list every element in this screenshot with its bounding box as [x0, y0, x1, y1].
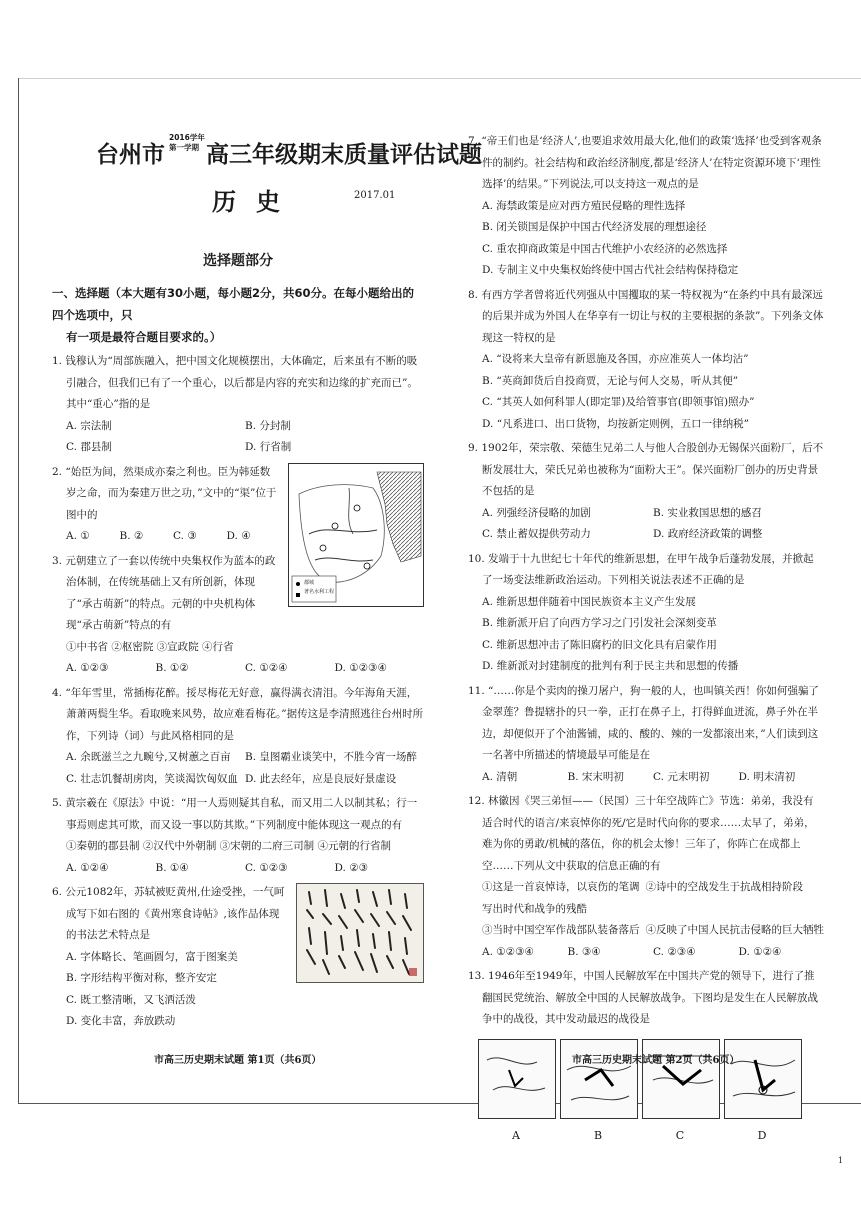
- question-2: [52, 462, 280, 548]
- title-year: [169, 133, 205, 153]
- option-c: C. 壮志饥餐胡虏肉，笑谈渴饮匈奴血: [66, 772, 238, 785]
- question-6: [52, 882, 288, 1033]
- option-d: D. ②③: [334, 861, 369, 874]
- question-stem: 12. 林徽因《哭三弟恒——（民国）三十年空战阵亡》节选：弟弟，我没有适合时代的语言/来哀悼你的死/它是时代向你的要求……太早了，弟弟，难为你的勇敢/机械的落伍，你的机会太惨！三年了，你阵亡在成都上空……下列从文中获取的信息正确的有: [468, 795, 815, 872]
- option-b: B. 皇图霸业谈笑中，不胜今宵一场醉: [245, 751, 417, 763]
- question-stem: 7. “帝王们也是‘经济人’,也要追求效用最大化,他们的政策‘选择’也受到客观条件的制约。社会结构和政治经济制度,都是‘经济人’在特定资源环境下‘理性选择’的结果。”下列说法,可以支持这一观点的是: [468, 135, 822, 190]
- sheet-top-border: [18, 78, 861, 79]
- question-stem: 10. 发端于十九世纪七十年代的维新思想，在甲午战争后蓬勃发展，并掀起了一场变法维新政治运动。下列相关说法表述不正确的是: [468, 552, 814, 586]
- option-d: D. 行省制: [245, 441, 292, 453]
- instruction-line-2: 有一项是最符合题目要求的。）: [66, 330, 222, 344]
- map-legend-waterworks: 著名水利工程: [304, 588, 335, 595]
- option-d: D. 专制主义中央集权始终使中国古代社会结构保持稳定: [482, 264, 739, 276]
- option-b: B. 闭关锁国是保护中国古代经济发展的理想途径: [482, 221, 707, 233]
- option-a: A. 海禁政策是应对西方殖民侵略的理性选择: [482, 199, 686, 212]
- statement-4: ④反映了中国人民抗击侵略的巨大牺牲: [645, 924, 824, 936]
- option-a: A. 维新思想伴随着中国民族资本主义产生发展: [482, 595, 696, 608]
- page-number: 1: [838, 1156, 844, 1165]
- option-c: C. ①②③: [245, 861, 288, 874]
- option-a: A. “设将来大皇帝有新恩施及各国，亦应准英人一体均沾”: [482, 353, 749, 365]
- question-stem: 9. 1902年，荣宗敬、荣德生兄弟二人与他人合股创办无锡保兴面粉厂，后不断发展壮大，荣氏兄弟也被称为“面粉大王”。保兴面粉厂创办的历史背景不包括的是: [468, 442, 824, 497]
- option-d: D. ④: [226, 530, 251, 542]
- option-d: D. 政府经济政策的调整: [653, 528, 763, 540]
- question-10: [468, 549, 824, 678]
- title-city: 台州市: [96, 142, 165, 168]
- option-c: C. 重农抑商政策是中国古代维护小农经济的必然选择: [482, 242, 728, 255]
- option-b: B. 字形结构平衡对称，整齐安定: [66, 972, 217, 984]
- footer-left: 市高三历史期末试题 第1页（共6页）: [154, 1055, 322, 1066]
- option-b: B. 宋末明初: [567, 770, 624, 783]
- question-4: [52, 683, 424, 791]
- option-b: B. ①②: [155, 662, 189, 674]
- option-c: C. 郡县制: [66, 441, 112, 453]
- option-c: C. 禁止蓄奴提供劳动力: [482, 528, 591, 540]
- question-1: [52, 351, 424, 459]
- left-column: [52, 90, 482, 1033]
- battle-label-c: C: [675, 1128, 685, 1142]
- question-3-options: [52, 658, 424, 680]
- question-items: ①中书省 ②枢密院 ③宣政院 ④行省: [66, 640, 234, 653]
- option-a: A. ①②④: [66, 861, 109, 874]
- question-stem: 8. 有西方学者曾将近代列强从中国攫取的某一特权视为“在条约中具有最深远的后果并成为外国人在华享有一切让与权的主要根据的条款”。下列条文体现这一特权的是: [468, 288, 824, 344]
- exam-date: 2017.01: [354, 190, 396, 201]
- battle-map-a: [478, 1039, 554, 1147]
- statement-3: ③当时中国空军作战部队装备落后: [482, 924, 640, 936]
- option-b: B. 分封制: [245, 419, 291, 432]
- option-a: A. 清朝: [482, 770, 518, 783]
- option-a: A. 列强经济侵略的加剧: [482, 506, 591, 519]
- option-b: B. 实业救国思想的感召: [653, 506, 762, 519]
- option-d: D. 明末清初: [738, 770, 796, 783]
- right-column: [468, 128, 824, 1146]
- option-d: D. 变化丰富，奔放跌动: [66, 1015, 176, 1027]
- battle-label-d: D: [757, 1128, 767, 1142]
- option-c: C. ③: [173, 530, 197, 542]
- question-stem: 3. 元朝建立了一套以传统中央集权作为蓝本的政治体制，在传统基础上又有所创新，体现了“承古萌新”的特点。元朝的中央机构体现“承古萌新”特点的有: [52, 554, 276, 631]
- question-11: [468, 681, 824, 789]
- question-12: [468, 791, 824, 963]
- option-c: C. ①②④: [245, 662, 288, 674]
- option-d: D. 维新派对封建制度的批判有利于民主共和思想的传播: [482, 660, 739, 672]
- question-stem: 13. 1946年至1949年，中国人民解放军在中国共产党的领导下，进行了推翻国民党统治、解放全中国的人民解放战争。下图均是发生在人民解放战争中的战役，其中发动最迟的战役是: [468, 970, 818, 1025]
- question-stem: 6. 公元1082年，苏轼被贬黄州,仕途受挫，一气呵成写下如右图的《黄州寒食诗帖》,该作品体现的书法艺术特点是: [52, 886, 285, 941]
- question-stem: 11. “……你是个卖肉的操刀屠户，狗一般的人，也叫镇关西！你如何强骗了金翠莲？鲁提辖扑的只一拳，正打在鼻子上，打得鲜血迸流，鼻子外在半边，却便似开了个油酱铺，咸的、酸的、辣的一发都滚出来，”人们读到这一名著中所描述的情境最早可能是在: [468, 684, 819, 761]
- instruction-line-1: 一、选择题（本大题有30小题，每小题2分，共60分。在每小题给出的四个选项中，只: [52, 286, 415, 322]
- calligraphy-strokes: [297, 884, 423, 982]
- option-b: B. “英商卸货后自投商贾，无论与何人交易，听从其便”: [482, 374, 739, 387]
- option-a: A. ①②③: [66, 662, 109, 674]
- option-a: A. ①: [66, 530, 90, 542]
- question-3: [52, 551, 280, 659]
- option-d: D. “凡系进口、出口货物，均按新定则例，五口一律纳税”: [482, 417, 749, 430]
- option-c: C. 既工整清晰，又飞洒活泼: [66, 993, 196, 1006]
- subject-row: [52, 182, 424, 244]
- option-d: D. ①②④: [738, 945, 782, 958]
- year-line-2: 第一学期: [169, 143, 199, 152]
- question-stem: 1. 钱穆认为“周部族融入，把中国文化规模摆出，大体确定，后来虽有不断的吸引融合，但我们已有了一个重心，以后都是内容的充实和边缘的扩充而已”。其中“重心”指的是: [52, 355, 418, 410]
- statement-1: ①这是一首哀悼诗，以哀伤的笔调写出时代和战争的残酷: [482, 881, 640, 915]
- option-b: B. 维新派开启了向西方学习之门引发社会深刻变革: [482, 617, 717, 629]
- exam-title: [96, 132, 482, 182]
- question-stem: 4. “年年雪里，常插梅花醉。挼尽梅花无好意，赢得满衣清泪。今年海角天涯，萧萧两鬓生华。看取晚来风势，故应难看梅花。”据传这是李清照逃往台州时所作，下列诗（词）与此风格相同的是: [52, 686, 424, 742]
- battle-label-a: A: [512, 1128, 520, 1142]
- option-c: C. 元末明初: [653, 770, 710, 783]
- question-8: [468, 285, 824, 436]
- subject-heading: 历史: [212, 188, 300, 216]
- option-d: D. 此去经年，应是良辰好景虚设: [245, 772, 397, 785]
- option-b: B. ①④: [155, 861, 189, 874]
- option-a: A. 余既滋兰之九畹兮,又树蕙之百亩: [66, 751, 231, 763]
- statement-2: ②诗中的空战发生于抗战相持阶段: [645, 881, 803, 893]
- ancient-china-map: [288, 463, 424, 607]
- question-7: [468, 131, 824, 282]
- option-a: A. 字体略长、笔画圆匀，富于图案美: [66, 950, 238, 963]
- option-c: C. 维新思想冲击了陈旧腐朽的旧文化具有启蒙作用: [482, 638, 717, 651]
- section-instruction: [52, 282, 424, 348]
- year-line-1: 2016学年: [169, 133, 205, 142]
- sheet-left-border: [18, 78, 19, 1103]
- section-title: 选择题部分: [203, 253, 273, 269]
- map-legend-capital: 都城: [304, 579, 315, 586]
- calligraphy-image: [296, 883, 424, 983]
- question-5: [52, 793, 424, 879]
- option-d: D. ①②③④: [334, 662, 387, 674]
- question-stem: 5. 黄宗羲在《原法》中说：“用一人焉则疑其自私，而又用二人以制其私；行一事焉则虑其可欺，而又设一事以防其欺。”下列制度中能体现这一观点的有: [52, 797, 418, 831]
- title-main: 高三年级期末质量评估试题: [206, 142, 482, 168]
- question-stem: 2. “始臣为间，然渠成亦秦之利也。臣为韩延数岁之命，而为秦建万世之功，”文中的“渠”位于图中的: [52, 465, 277, 521]
- option-a: A. ①②③④: [482, 945, 534, 958]
- footer-right: 市高三历史期末试题 第2页（共6页）: [572, 1055, 740, 1066]
- option-b: B. ③④: [567, 945, 601, 958]
- question-items: ①秦朝的郡县制 ②汉代中外朝制 ③宋朝的二府三司制 ④元朝的行省制: [66, 840, 392, 852]
- option-c: C. “其英人如何科罪人(即定罪)及给管事官(即领事馆)照办”: [482, 396, 755, 408]
- option-c: C. ②③④: [653, 945, 696, 958]
- option-a: A. 宗法制: [66, 419, 112, 432]
- option-b: B. ②: [119, 530, 144, 542]
- question-9: [468, 438, 824, 546]
- battle-label-b: B: [593, 1128, 603, 1142]
